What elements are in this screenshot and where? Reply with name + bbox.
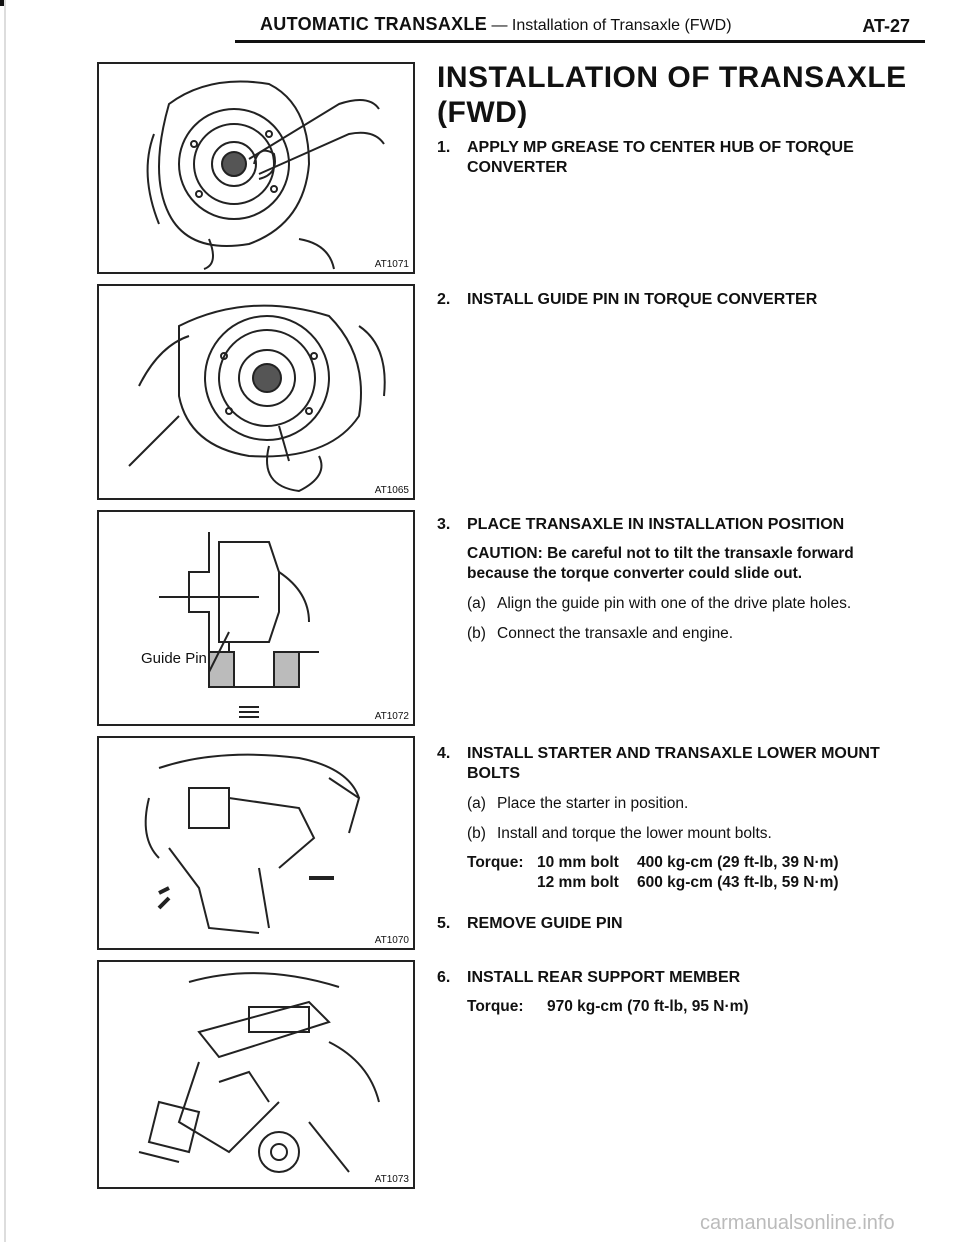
torque-value: 600 kg-cm (43 ft-lb, 59 N·m) — [637, 874, 839, 891]
substep-text: Install and torque the lower mount bolts. — [497, 825, 772, 842]
starter-bolts-illustration — [99, 738, 413, 948]
step-5 — [437, 914, 917, 934]
step-number: 3. — [437, 516, 451, 533]
page-title: INSTALLATION OF TRANSAXLE (FWD) — [437, 61, 907, 129]
caution-label: CAUTION: — [467, 545, 543, 562]
header-section: AUTOMATIC TRANSAXLE — [260, 14, 488, 34]
step-6 — [437, 968, 917, 988]
torque-value: 970 kg-cm (70 ft-lb, 95 N·m) — [547, 998, 749, 1015]
torque-converter-illustration — [99, 64, 413, 272]
figure-code: AT1071 — [374, 259, 409, 270]
torque-label: Torque: — [467, 854, 524, 871]
substep-label: (a) — [467, 795, 486, 812]
step-text: INSTALL GUIDE PIN IN TORQUE CONVERTER — [467, 291, 818, 308]
step-number: 5. — [437, 915, 451, 932]
substep-label: (b) — [467, 825, 486, 842]
step-2 — [437, 290, 917, 310]
step-4 — [437, 744, 917, 784]
step-number: 4. — [437, 745, 451, 762]
figure-code: AT1070 — [374, 935, 409, 946]
step-4a — [467, 794, 917, 814]
step-3a — [467, 594, 917, 614]
caution-note — [467, 544, 917, 584]
torque-bolt: 10 mm bolt — [537, 854, 619, 871]
caution-text: Be careful not to tilt the transaxle forward because the torque converter could slide out. — [467, 545, 854, 582]
transaxle-position-illustration — [99, 512, 413, 724]
torque-label: Torque: — [467, 998, 524, 1015]
step-3 — [437, 515, 917, 535]
guide-pin-label: Guide Pin — [141, 650, 207, 667]
step-3b — [467, 624, 917, 644]
torque-value: 400 kg-cm (29 ft-lb, 39 N·m) — [637, 854, 839, 871]
step-text: APPLY MP GREASE TO CENTER HUB OF TORQUE CONVERTER — [467, 139, 854, 176]
substep-text: Connect the transaxle and engine. — [497, 625, 734, 642]
figure-torque-converter-grease — [97, 62, 415, 274]
figure-code: AT1073 — [374, 1174, 409, 1185]
step-text: REMOVE GUIDE PIN — [467, 915, 623, 932]
substep-text: Align the guide pin with one of the drive plate holes. — [497, 595, 852, 612]
step-text: INSTALL REAR SUPPORT MEMBER — [467, 969, 741, 986]
page-header — [260, 14, 910, 38]
header-rule — [235, 40, 925, 43]
figure-guide-pin-install — [97, 284, 415, 500]
watermark: carmanualsonline.info — [700, 1212, 895, 1234]
step-text: INSTALL STARTER AND TRANSAXLE LOWER MOUNT BOLTS — [467, 745, 880, 782]
guide-pin-illustration — [99, 286, 413, 498]
header-subtitle: Installation of Transaxle (FWD) — [511, 17, 732, 34]
figure-code: AT1065 — [374, 485, 409, 496]
step-number: 1. — [437, 139, 451, 156]
substep-text: Place the starter in position. — [497, 795, 689, 812]
torque-bolt: 12 mm bolt — [537, 874, 619, 891]
step-1 — [437, 138, 917, 178]
rear-support-illustration — [99, 962, 413, 1187]
step-number: 6. — [437, 969, 451, 986]
step-text: PLACE TRANSAXLE IN INSTALLATION POSITION — [467, 516, 845, 533]
substep-label: (a) — [467, 595, 486, 612]
figure-rear-support-member — [97, 960, 415, 1189]
figure-starter-mount-bolts — [97, 736, 415, 950]
page-number: AT-27 — [862, 16, 910, 36]
header-dash: — — [487, 17, 512, 34]
page-edge-shadow — [4, 0, 6, 1242]
figure-code: AT1072 — [374, 711, 409, 722]
figure-transaxle-position — [97, 510, 415, 726]
step-number: 2. — [437, 291, 451, 308]
step-4b — [467, 824, 917, 844]
substep-label: (b) — [467, 625, 486, 642]
